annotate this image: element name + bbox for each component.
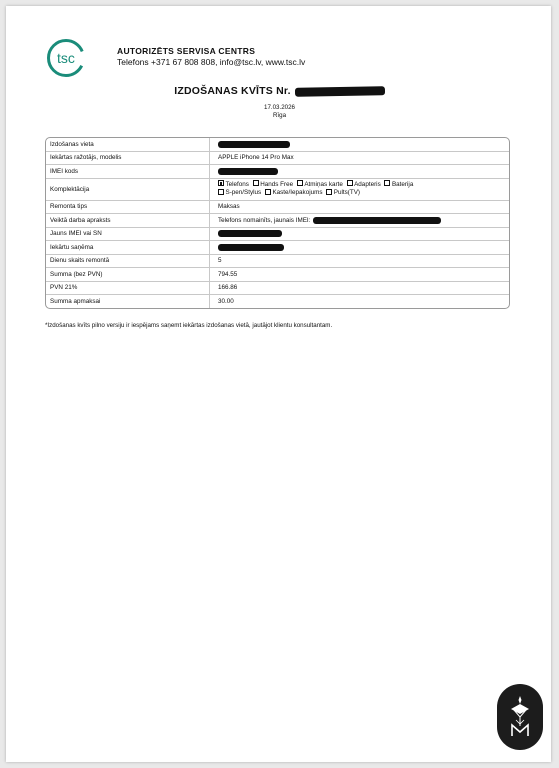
company-contacts: Telefons +371 67 808 808, info@tsc.lv, www.tsc.lv — [117, 57, 306, 67]
redacted-number — [295, 86, 385, 97]
document-title — [0, 85, 559, 97]
work-description: Telefons nomainīts, jaunais IMEI: — [218, 216, 311, 224]
checklist-item — [297, 181, 343, 190]
checkbox-icon — [384, 180, 390, 186]
document-date: 17.03.2026 — [264, 104, 295, 111]
checkbox-icon — [347, 180, 353, 186]
table-row — [46, 255, 509, 269]
row-label: Izdošanas vieta — [46, 138, 210, 152]
date-block — [0, 104, 559, 120]
redacted-value — [218, 244, 284, 251]
checklist-label: Telefons — [225, 180, 249, 188]
checklist-label: Hands Free — [260, 180, 294, 188]
row-label: Jauns IMEI vai SN — [46, 228, 210, 242]
table-row — [46, 228, 509, 242]
svg-text:tsc: tsc — [57, 50, 75, 66]
row-value: 30.00 — [218, 297, 234, 305]
table-row — [46, 179, 509, 201]
row-label: Iekārtas ražotājs, modelis — [46, 152, 210, 166]
redacted-imei — [313, 217, 441, 224]
row-value: APPLE iPhone 14 Pro Max — [210, 152, 509, 166]
row-value: 166.86 — [210, 282, 509, 296]
redacted-value — [218, 168, 278, 175]
checklist-item — [265, 189, 323, 198]
watermark-badge-icon — [497, 684, 543, 750]
redacted-value — [218, 230, 282, 237]
checklist-label: Atmiņas karte — [304, 180, 343, 188]
row-label: Summa (bez PVN) — [46, 268, 210, 282]
row-value — [210, 241, 509, 255]
checklist-label: Baterija — [391, 180, 414, 188]
table-row — [46, 152, 509, 166]
checklist-item — [326, 189, 360, 198]
table-row — [46, 165, 509, 179]
row-label: Dienu skaits remontā — [46, 255, 210, 269]
receipt-table — [45, 137, 510, 309]
checklist-item — [384, 181, 413, 190]
checklist-item — [218, 181, 249, 190]
footnote: *Izdošanas kvīts pilno versiju ir iespējams saņemt iekārtas izdošanas vietā, jautājot klientu konsultantam. — [45, 322, 333, 329]
checklist-label: Kaste/Iepakojums — [272, 189, 323, 196]
row-value: 5 — [210, 255, 509, 269]
table-row — [46, 282, 509, 296]
row-value: Maksas — [210, 201, 509, 215]
row-label: Iekārtu saņēma — [46, 241, 210, 255]
table-row — [46, 268, 509, 282]
company-header — [117, 46, 305, 68]
row-label: Komplektācija — [46, 179, 210, 201]
checklist-label: Adapteris — [354, 180, 381, 188]
company-name: AUTORIZĒTS SERVISA CENTRS — [117, 46, 256, 56]
checkbox-icon — [326, 189, 332, 195]
checkbox-icon — [218, 189, 224, 195]
checklist-item — [347, 181, 381, 190]
checkbox-icon — [265, 189, 271, 195]
row-value — [210, 138, 509, 152]
table-row — [46, 295, 509, 308]
row-value — [210, 214, 509, 228]
table-row — [46, 214, 509, 228]
completeness-checklist — [210, 179, 509, 201]
row-label: Summa apmaksai — [46, 295, 210, 308]
row-label: Remonta tips — [46, 201, 210, 215]
checkbox-icon — [253, 180, 259, 186]
redacted-value — [218, 141, 290, 148]
checklist-item — [218, 189, 261, 198]
table-row — [46, 138, 509, 152]
row-value — [210, 165, 509, 179]
row-value: 794.55 — [210, 268, 509, 282]
table-row — [46, 241, 509, 255]
checklist-label: S-pen/Stylus — [225, 189, 262, 196]
table-row — [46, 201, 509, 215]
checklist-label: Pults(TV) — [333, 189, 361, 196]
row-label: PVN 21% — [46, 282, 210, 296]
document-city: Rīga — [272, 112, 287, 119]
row-value — [210, 228, 509, 242]
document-title-text: IZDOŠANAS KVĪTS Nr. — [174, 85, 291, 97]
checkbox-icon — [297, 180, 303, 186]
tsc-logo — [46, 38, 86, 78]
row-label: Veiktā darba apraksts — [46, 214, 210, 228]
checklist-item — [253, 181, 293, 190]
row-label: IMEI kods — [46, 165, 210, 179]
checkbox-checked-icon — [218, 180, 224, 186]
